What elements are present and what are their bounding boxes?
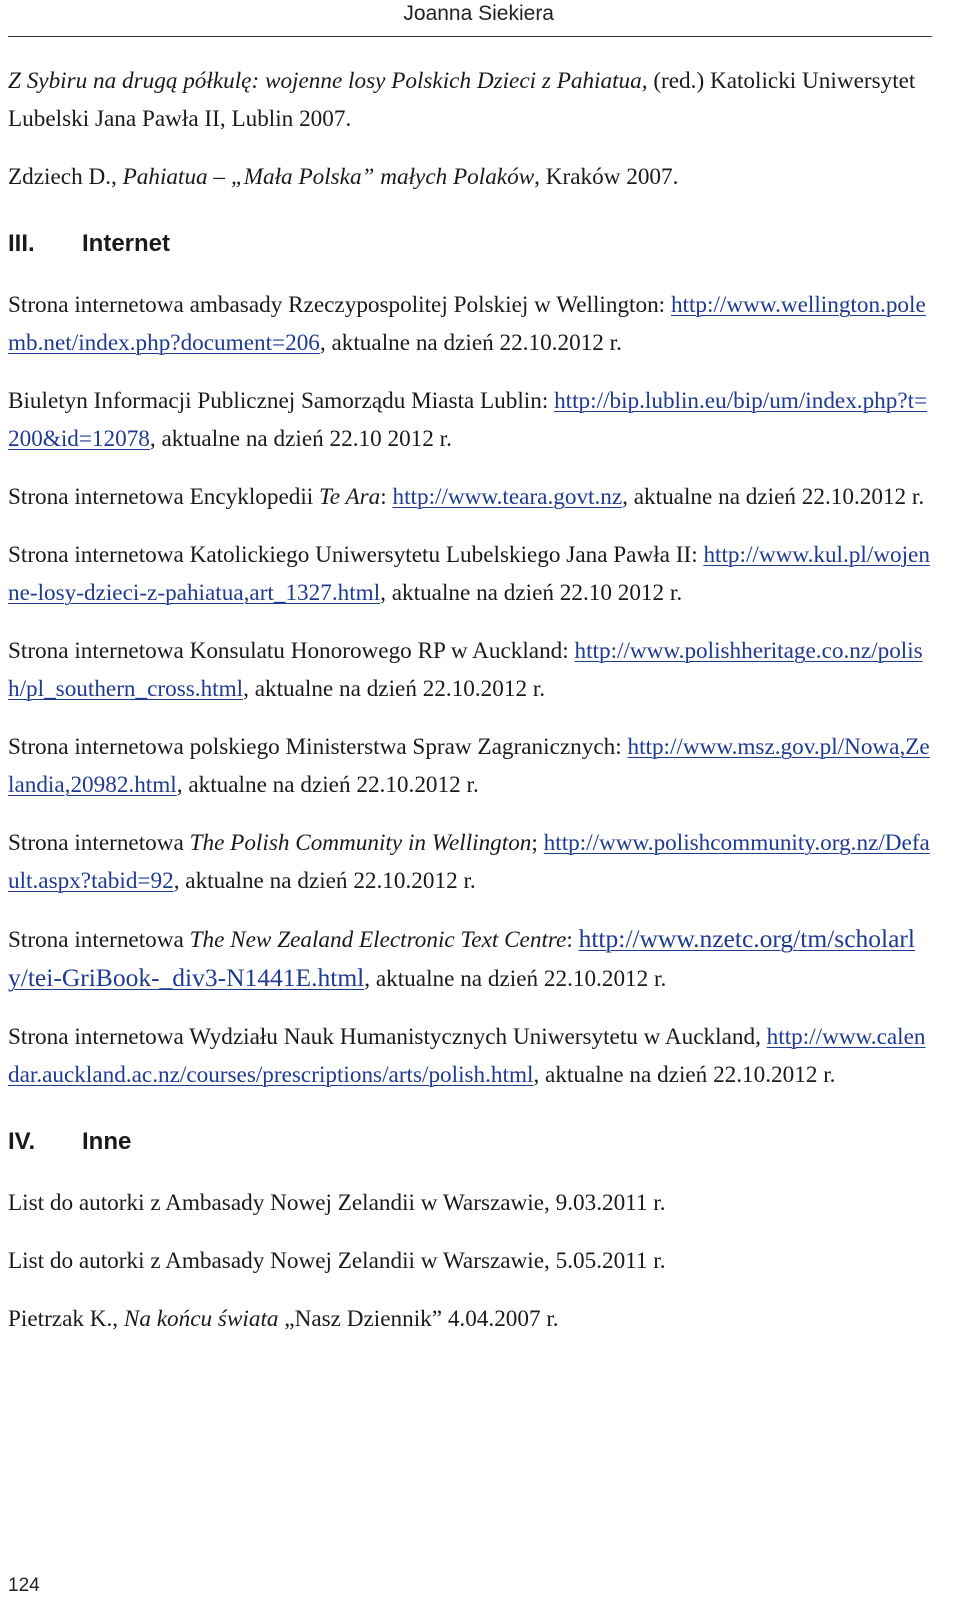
entry-link[interactable]: http://bip.lublin.eu/bip/um/index.php?t=200&id=12078 xyxy=(8,388,928,452)
entry-title: Te Ara xyxy=(319,484,381,510)
bibliography-entry xyxy=(8,632,930,708)
entry-title: Pahiatua – „Mała Polska” małych Polaków xyxy=(122,164,535,190)
entry-text: Strona internetowa Wydziału Nauk Humanistycznych Uniwersytetu w Auckland, xyxy=(8,1024,767,1050)
bibliography-entry xyxy=(8,920,930,998)
entry-date: , aktualne na dzień 22.10.2012 r. xyxy=(364,966,667,992)
entry-link[interactable]: http://www.teara.govt.nz xyxy=(392,484,623,510)
entry-date: , aktualne na dzień 22.10 2012 r. xyxy=(380,580,683,606)
entry-link[interactable]: http://www.kul.pl/wojenne-losy-dzieci-z-pahiatua,art_1327.html xyxy=(8,542,930,606)
entry-details: (red.) Katolicki Uniwersytet Lubelski Jana Pawła II, Lublin 2007. xyxy=(8,68,916,132)
section-heading-other xyxy=(8,1122,930,1162)
entry-author: Pietrzak K., xyxy=(8,1306,124,1332)
bibliography-entry xyxy=(8,62,930,138)
bibliography-entry xyxy=(8,382,930,458)
section-heading-internet xyxy=(8,224,930,264)
bibliography-entry xyxy=(8,728,930,804)
entry-text: Biuletyn Informacji Publicznej Samorządu Miasta Lublin: xyxy=(8,388,555,414)
entry-title: Na końcu świata xyxy=(123,1306,279,1332)
bibliography-entry xyxy=(8,1242,930,1280)
entry-text: Strona internetowa Konsulatu Honorowego RP w Auckland: xyxy=(8,638,575,664)
entry-text: List do autorki z Ambasady Nowej Zelandii w Warszawie, 5.05.2011 r. xyxy=(8,1248,666,1274)
entry-text: Strona internetowa ambasady Rzeczypospolitej Polskiej w Wellington: xyxy=(8,292,671,318)
entry-text: Strona internetowa polskiego Ministerstwa Spraw Zagranicznych: xyxy=(8,734,628,760)
entry-text: Strona internetowa xyxy=(8,830,190,856)
bibliography-entry xyxy=(8,478,930,516)
bibliography-entry xyxy=(8,286,930,362)
entry-text: List do autorki z Ambasady Nowej Zelandii w Warszawie, 9.03.2011 r. xyxy=(8,1190,666,1216)
section-title: Internet xyxy=(82,230,171,257)
header-divider xyxy=(8,36,932,37)
entry-link[interactable]: http://www.wellington.polemb.net/index.php?document=206 xyxy=(8,292,926,356)
entry-link[interactable]: http://www.nzetc.org/tm/scholarly/tei-GriBook-_div3-N1441E.html xyxy=(8,924,915,992)
bibliography-entry xyxy=(8,1300,930,1338)
entry-text: Strona internetowa xyxy=(8,927,190,953)
entry-title: The Polish Community in Wellington xyxy=(189,830,532,856)
section-number: IV. xyxy=(8,1128,36,1155)
bibliography-entry xyxy=(8,1184,930,1222)
bibliography-entry xyxy=(8,824,930,900)
entry-separator: ; xyxy=(531,830,544,856)
entry-date: , aktualne na dzień 22.10.2012 r. xyxy=(173,868,476,894)
entry-separator: : xyxy=(380,484,393,510)
entry-link[interactable]: http://www.calendar.auckland.ac.nz/courses/prescriptions/arts/polish.html xyxy=(8,1024,926,1088)
section-title: Inne xyxy=(82,1128,132,1155)
page-header xyxy=(0,0,960,38)
entry-separator: : xyxy=(566,927,579,953)
bibliography-entry xyxy=(8,1018,930,1094)
entry-link[interactable]: http://www.polishheritage.co.nz/polish/pl_southern_cross.html xyxy=(8,638,923,702)
entry-title: Z Sybiru na drugą półkulę: wojenne losy Polskich Dzieci z Pahiatua, xyxy=(8,68,648,94)
entry-date: , aktualne na dzień 22.10.2012 r. xyxy=(243,676,546,702)
entry-date: , aktualne na dzień 22.10.2012 r. xyxy=(533,1062,836,1088)
running-header-author: Joanna Siekiera xyxy=(403,2,554,25)
bibliography-entry xyxy=(8,536,930,612)
entry-link[interactable]: http://www.polishcommunity.org.nz/Default.aspx?tabid=92 xyxy=(8,830,930,894)
section-number: III. xyxy=(8,230,35,257)
entry-title: The New Zealand Electronic Text Centre xyxy=(189,927,567,953)
entry-date: , aktualne na dzień 22.10.2012 r. xyxy=(622,484,925,510)
bibliography-content xyxy=(8,62,930,1358)
entry-date: , aktualne na dzień 22.10.2012 r. xyxy=(176,772,479,798)
entry-date: , aktualne na dzień 22.10.2012 r. xyxy=(319,330,622,356)
entry-text: Strona internetowa Katolickiego Uniwersytetu Lubelskiego Jana Pawła II: xyxy=(8,542,704,568)
page-number: 124 xyxy=(8,1575,40,1596)
entry-details: „Nasz Dziennik” 4.04.2007 r. xyxy=(278,1306,559,1332)
entry-author: Zdziech D., xyxy=(8,164,123,190)
bibliography-entry xyxy=(8,158,930,196)
entry-details: , Kraków 2007. xyxy=(534,164,679,190)
entry-link[interactable]: http://www.msz.gov.pl/Nowa,Zelandia,20982.html xyxy=(8,734,930,798)
entry-text: Strona internetowa Encyklopedii xyxy=(8,484,320,510)
entry-date: , aktualne na dzień 22.10 2012 r. xyxy=(149,426,452,452)
